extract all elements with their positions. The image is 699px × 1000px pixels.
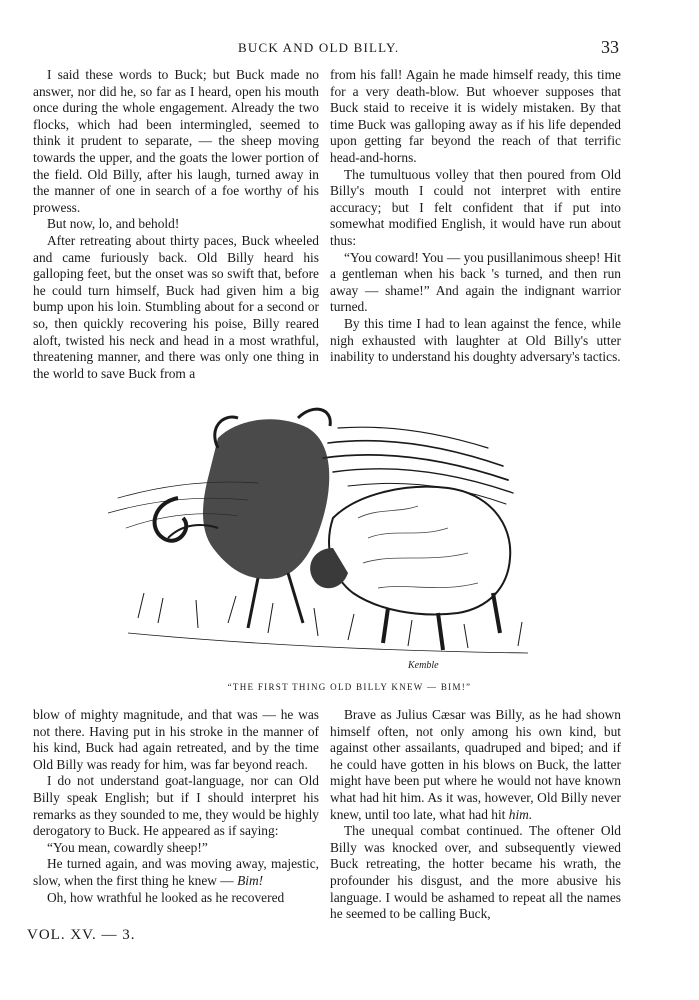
- illustration-goat-and-sheep: [108, 388, 533, 673]
- volume-signature: VOL. XV. — 3.: [27, 927, 136, 943]
- paragraph: I do not understand goat-language, nor can Old Billy speak English; but if I should interpret his remarks as they sounded to me, they would be highly derogatory to Buck. He appeared as if saying:: [33, 773, 319, 839]
- paragraph: After retreating about thirty paces, Buck wheeled and came furiously back. Old Billy heard his galloping feet, but the onset was so swift that, before he could turn himself, Buck had given him a big bump upon his loin. Stumbling about for a second or so, then quickly recovering his poise, Billy reared aloft, twisted his neck and head in a most wrathful, threatening manner, and there was only one thing in the world to save Buck from a: [33, 232, 319, 381]
- column-top-right: [330, 67, 621, 366]
- paragraph: [330, 707, 621, 823]
- paragraph: Oh, how wrathful he looked as he recovered: [47, 889, 285, 905]
- paragraph-text: He turned again, and was moving away, majestic, slow, when the first thing he knew —: [33, 856, 319, 888]
- paragraph: The tumultuous volley that then poured from Old Billy's mouth I could not interpret with entire accuracy; but I felt confident that if put into somewhat modified English, it would have run about thus:: [330, 166, 621, 248]
- goat-figure: [155, 409, 331, 628]
- page-header: [0, 36, 699, 60]
- emphasis-text: him.: [508, 806, 533, 822]
- paragraph: The unequal combat continued. The oftener Old Billy was knocked over, and subsequently viewed Buck retreating, the hotter became his wrath, the profounder his disgust, and the more abusive his language. I would be ashamed to repeat all the names he seemed to be calling Buck,: [330, 823, 621, 922]
- emphasis-text: Bim!: [237, 872, 264, 888]
- sheep-figure: [310, 487, 510, 650]
- paragraph: from his fall! Again he made himself ready, this time for a very death-blow. But whoever supposes that Buck staid to receive it is widely mistaken. By that time Buck was galloping away as if his life depended upon getting far beyond the reach of that terrific head-and-horns.: [330, 67, 621, 165]
- page-number: 33: [601, 37, 619, 57]
- illustration-caption: “THE FIRST THING OLD BILLY KNEW — BIM!”: [227, 682, 472, 692]
- paragraph: I said these words to Buck; but Buck made no answer, nor did he, so far as I heard, open his mouth once during the whole engagement. Already the two flocks, which had been intermingled, seemed to think it prudent to separate, — the sheep moving towards the upper, and the goats the lower portion of the field. Old Billy, after his laugh, turned away in the manner of one in search of a foe worthy of his prowess.: [33, 67, 319, 215]
- paragraph: blow of mighty magnitude, and that was — he was not there. Having put in his stroke in the manner of his kind, Buck had again retreated, and by the time Old Billy was ready for him, was far beyond reach.: [33, 707, 319, 772]
- paragraph: [33, 856, 319, 889]
- running-title: BUCK AND OLD BILLY.: [238, 40, 400, 55]
- paragraph-text: Brave as Julius Cæsar was Billy, as he had shown himself often, not only among his own kind, but against other assailants, quadruped and biped; and if he could have gotten in his blows on Buck, the latter might have been put where he would not have known what had hit him. As it was, however, Old Billy never knew, until too late, what had hit: [330, 707, 621, 822]
- column-bottom-left: [33, 707, 319, 906]
- paragraph: But now, lo, and behold!: [47, 216, 180, 232]
- paragraph: “You coward! You — you pusillanimous sheep! Hit a gentleman when his back 's turned, and then run away — shame!” And again the indignant warrior turned.: [330, 249, 621, 315]
- paragraph: By this time I had to lean against the fence, while nigh exhausted with laughter at Old Billy's utter inability to understand his doughty adversary's tactics.: [330, 315, 621, 365]
- paragraph: “You mean, cowardly sheep!”: [47, 839, 208, 855]
- column-bottom-right: [330, 707, 621, 923]
- column-top-left: [33, 67, 319, 382]
- artist-signature: Kemble: [408, 660, 439, 671]
